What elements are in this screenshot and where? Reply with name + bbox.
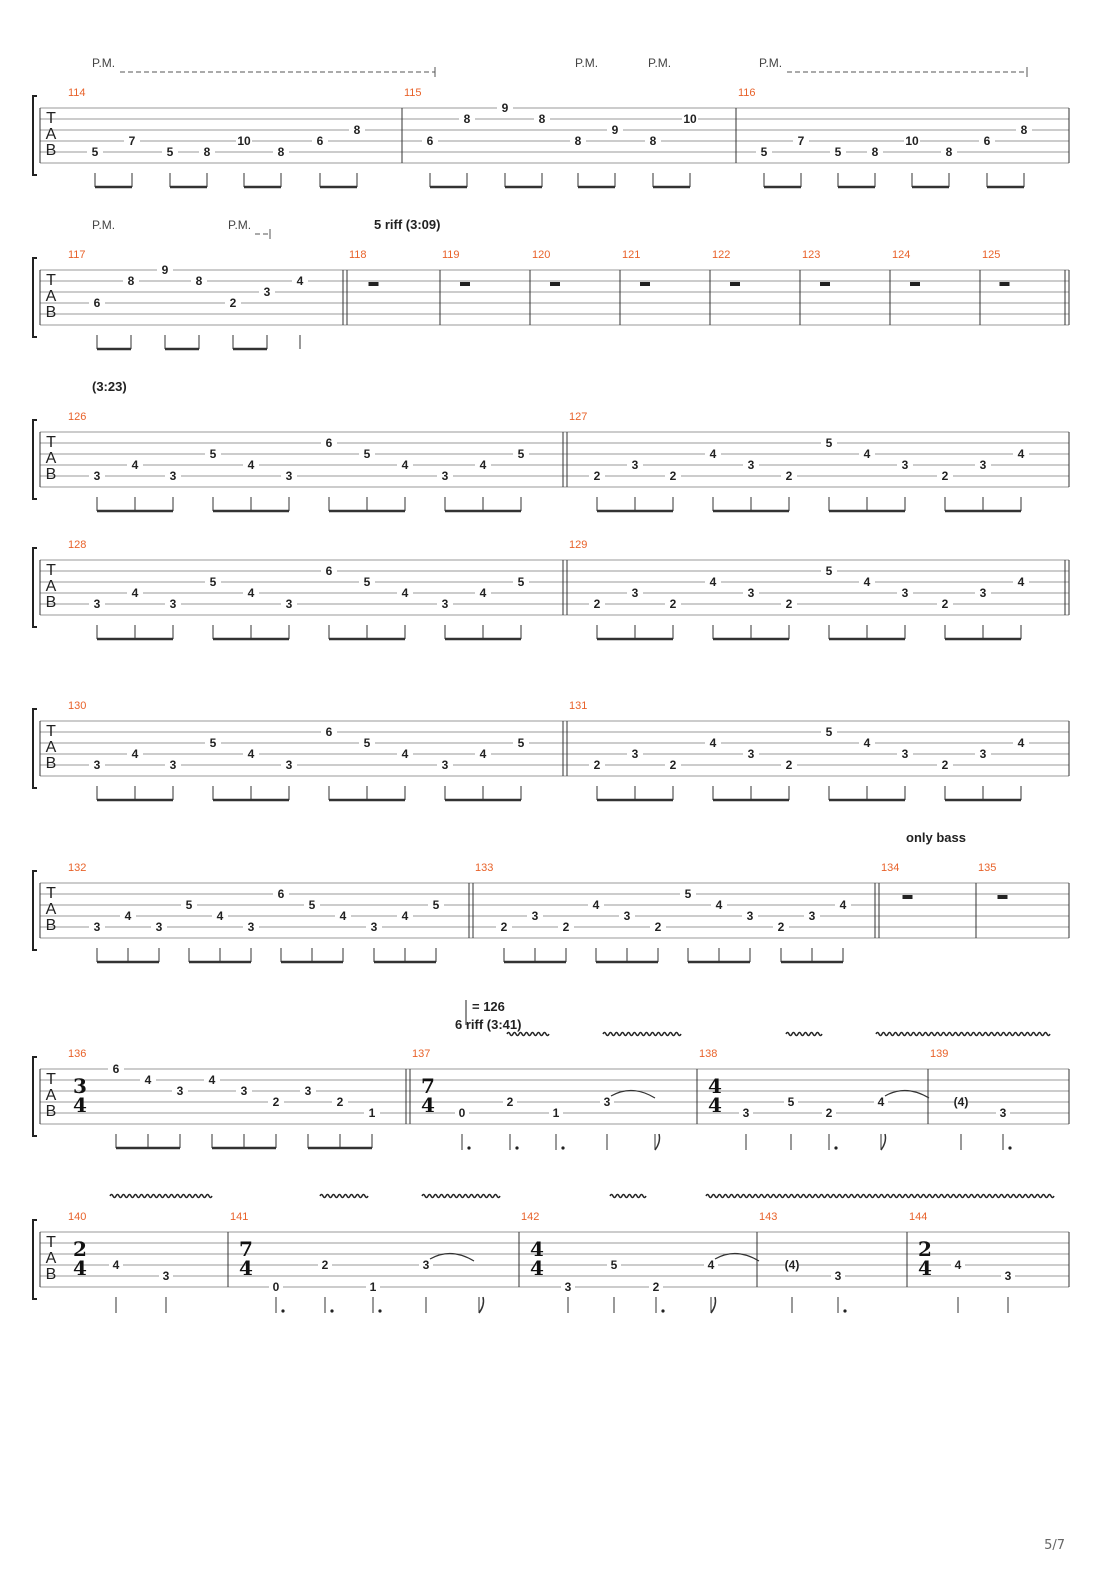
vibrato-line (603, 1033, 681, 1036)
fret-number: 3 (746, 909, 754, 923)
fret-number: 4 (709, 575, 717, 589)
tab-clef-letter: T (46, 1234, 56, 1251)
fret-number: 10 (683, 112, 697, 126)
rhythm-dot (843, 1309, 846, 1312)
rhythm-dot (1008, 1146, 1011, 1149)
fret-number: 2 (941, 469, 949, 483)
palm-mute-label: P.M. (648, 56, 672, 70)
fret-number: 4 (401, 909, 409, 923)
tab-clef-letter: A (45, 1087, 57, 1104)
fret-number: 4 (479, 747, 487, 761)
fret-number: 3 (747, 586, 755, 600)
fret-number: 3 (240, 1084, 248, 1098)
fret-number: 2 (785, 469, 793, 483)
whole-rest (460, 282, 470, 286)
fret-number: 5 (517, 447, 525, 461)
fret-number: 3 (603, 1095, 611, 1109)
fret-number: 2 (593, 758, 601, 772)
rhythm-dot (378, 1309, 381, 1312)
fret-number: 4 (1017, 447, 1025, 461)
fret-number: 2 (654, 920, 662, 934)
fret-number: 5 (825, 564, 833, 578)
fret-number: 3 (441, 469, 449, 483)
fret-number: 5 (185, 898, 193, 912)
fret-number: 6 (112, 1062, 120, 1076)
tab-clef-letter: B (45, 142, 57, 159)
tab-clef-letter: B (45, 755, 57, 772)
time-signature-top: 7 (421, 1074, 435, 1098)
fret-number: 5 (760, 145, 768, 159)
fret-number: (4) (784, 1258, 800, 1272)
fret-number: 4 (1017, 575, 1025, 589)
time-signature-bottom: 4 (918, 1256, 932, 1280)
whole-rest (550, 282, 560, 286)
fret-number: 10 (905, 134, 919, 148)
system-bracket (33, 709, 37, 788)
fret-number: 3 (285, 758, 293, 772)
tab-clef-letter: A (45, 126, 57, 143)
fret-number: 2 (506, 1095, 514, 1109)
fret-number: 3 (263, 285, 271, 299)
fret-number: 4 (592, 898, 600, 912)
fret-number: 2 (652, 1280, 660, 1294)
vibrato-line (422, 1195, 500, 1198)
vibrato-line (786, 1033, 822, 1036)
measure-number: 125 (982, 249, 1001, 261)
fret-number: 3 (93, 597, 101, 611)
fret-number: 3 (531, 909, 539, 923)
fret-number: 1 (368, 1106, 376, 1120)
fret-number: 5 (684, 887, 692, 901)
fret-number: 4 (1017, 736, 1025, 750)
fret-number: 6 (325, 436, 333, 450)
time-signature-top: 2 (73, 1237, 87, 1261)
fret-number: 3 (93, 920, 101, 934)
fret-number: 4 (124, 909, 132, 923)
measure-number: 135 (978, 862, 997, 874)
palm-mute-label: P.M. (228, 218, 252, 232)
palm-mute-label: P.M. (575, 56, 599, 70)
time-signature-bottom: 4 (421, 1093, 435, 1117)
fret-number: 4 (247, 747, 255, 761)
tab-clef-letter: T (46, 434, 56, 451)
fret-number: 8 (871, 145, 879, 159)
fret-number: 4 (247, 458, 255, 472)
palm-mute-label: P.M. (92, 56, 116, 70)
time-signature-top: 2 (918, 1237, 932, 1261)
fret-number: 2 (229, 296, 237, 310)
fret-number: 3 (631, 458, 639, 472)
whole-rest (640, 282, 650, 286)
measure-number: 127 (569, 411, 588, 423)
fret-number: 3 (979, 747, 987, 761)
measure-number: 143 (759, 1211, 778, 1223)
fret-number: 0 (272, 1280, 280, 1294)
fret-number: 4 (208, 1073, 216, 1087)
fret-number: 6 (277, 887, 285, 901)
section-label: 5 riff (3:09) (374, 217, 441, 232)
tab-clef-letter: T (46, 723, 56, 740)
fret-number: 5 (363, 736, 371, 750)
tab-clef-letter: B (45, 1266, 57, 1283)
fret-number: 4 (954, 1258, 962, 1272)
fret-number: 5 (209, 575, 217, 589)
fret-number: 4 (131, 586, 139, 600)
fret-number: 3 (169, 758, 177, 772)
fret-number: 3 (623, 909, 631, 923)
fret-number: 6 (983, 134, 991, 148)
measure-number: 141 (230, 1211, 249, 1223)
tab-clef-letter: T (46, 885, 56, 902)
measure-number: 126 (68, 411, 87, 423)
measure-number: 134 (881, 862, 900, 874)
note-flag (711, 1297, 716, 1313)
measure-number: 131 (569, 700, 588, 712)
measure-number: 114 (68, 87, 86, 99)
fret-number: 4 (296, 274, 304, 288)
fret-number: 3 (93, 758, 101, 772)
fret-number: 4 (709, 736, 717, 750)
system-bracket (33, 258, 37, 337)
fret-number: 4 (715, 898, 723, 912)
tempo-mark: = 126 (472, 999, 505, 1014)
vibrato-line (110, 1195, 212, 1198)
tie-arc (715, 1253, 759, 1261)
tie-arc (611, 1090, 655, 1098)
measure-number: 121 (622, 249, 641, 261)
fret-number: 3 (247, 920, 255, 934)
fret-number: 4 (247, 586, 255, 600)
fret-number: 4 (401, 586, 409, 600)
whole-rest (369, 282, 379, 286)
rhythm-dot (467, 1146, 470, 1149)
fret-number: 8 (353, 123, 361, 137)
tab-clef-letter: A (45, 450, 57, 467)
whole-rest (730, 282, 740, 286)
measure-number: 120 (532, 249, 551, 261)
fret-number: 4 (863, 736, 871, 750)
rhythm-dot (661, 1309, 664, 1312)
fret-number: 3 (808, 909, 816, 923)
fret-number: 6 (325, 564, 333, 578)
fret-number: 2 (336, 1095, 344, 1109)
note-flag (881, 1134, 886, 1150)
tie-arc (430, 1253, 474, 1261)
fret-number: 3 (162, 1269, 170, 1283)
fret-number: 7 (128, 134, 136, 148)
fret-number: 3 (999, 1106, 1007, 1120)
measure-number: 138 (699, 1048, 718, 1060)
fret-number: 6 (325, 725, 333, 739)
fret-number: 10 (237, 134, 251, 148)
measure-number: 139 (930, 1048, 949, 1060)
fret-number: 3 (285, 469, 293, 483)
fret-number: 2 (825, 1106, 833, 1120)
fret-number: 5 (825, 725, 833, 739)
fret-number: 2 (669, 758, 677, 772)
measure-number: 132 (68, 862, 87, 874)
fret-number: 3 (1004, 1269, 1012, 1283)
measure-number: 128 (68, 539, 87, 551)
fret-number: 6 (316, 134, 324, 148)
fret-number: 0 (458, 1106, 466, 1120)
measure-number: 140 (68, 1211, 87, 1223)
tab-clef-letter: A (45, 288, 57, 305)
fret-number: 1 (369, 1280, 377, 1294)
fret-number: 4 (863, 575, 871, 589)
fret-number: 8 (127, 274, 135, 288)
fret-number: 8 (538, 112, 546, 126)
fret-number: 2 (669, 597, 677, 611)
fret-number: 7 (797, 134, 805, 148)
fret-number: 3 (155, 920, 163, 934)
tab-clef-letter: T (46, 110, 56, 127)
fret-number: 2 (272, 1095, 280, 1109)
measure-number: 129 (569, 539, 588, 551)
fret-number: 3 (285, 597, 293, 611)
measure-number: 133 (475, 862, 494, 874)
fret-number: 3 (169, 597, 177, 611)
fret-number: 4 (401, 458, 409, 472)
fret-number: 6 (93, 296, 101, 310)
fret-number: 4 (131, 458, 139, 472)
whole-rest (998, 895, 1008, 899)
fret-number: 5 (825, 436, 833, 450)
tab-clef-letter: T (46, 562, 56, 579)
fret-number: 4 (401, 747, 409, 761)
fret-number: 8 (649, 134, 657, 148)
fret-number: 5 (517, 736, 525, 750)
system-bracket (33, 96, 37, 175)
fret-number: 8 (574, 134, 582, 148)
fret-number: 4 (863, 447, 871, 461)
fret-number: (4) (953, 1095, 969, 1109)
fret-number: 3 (747, 747, 755, 761)
fret-number: 4 (216, 909, 224, 923)
fret-number: 2 (321, 1258, 329, 1272)
tab-clef-letter: B (45, 1103, 57, 1120)
fret-number: 3 (747, 458, 755, 472)
system-bracket (33, 871, 37, 950)
tab-clef-letter: A (45, 739, 57, 756)
tab-clef-letter: A (45, 1250, 57, 1267)
fret-number: 4 (144, 1073, 152, 1087)
fret-number: 9 (501, 101, 509, 115)
fret-number: 4 (709, 447, 717, 461)
fret-number: 2 (941, 758, 949, 772)
fret-number: 3 (631, 586, 639, 600)
measure-number: 118 (349, 249, 367, 261)
tab-clef-letter: B (45, 594, 57, 611)
fret-number: 2 (785, 597, 793, 611)
fret-number: 2 (500, 920, 508, 934)
fret-number: 5 (610, 1258, 618, 1272)
whole-rest (1000, 282, 1010, 286)
fret-number: 5 (517, 575, 525, 589)
fret-number: 5 (834, 145, 842, 159)
fret-number: 1 (552, 1106, 560, 1120)
fret-number: 5 (308, 898, 316, 912)
measure-number: 124 (892, 249, 911, 261)
fret-number: 2 (669, 469, 677, 483)
time-signature-top: 3 (73, 1074, 87, 1098)
fret-number: 2 (941, 597, 949, 611)
fret-number: 3 (441, 597, 449, 611)
tab-clef-letter: A (45, 901, 57, 918)
section-label: (3:23) (92, 379, 127, 394)
tab-clef-letter: A (45, 578, 57, 595)
page-number: 5/7 (1044, 1538, 1065, 1553)
time-signature-top: 7 (239, 1237, 253, 1261)
palm-mute-label: P.M. (759, 56, 783, 70)
fret-number: 3 (176, 1084, 184, 1098)
tab-clef-letter: T (46, 1071, 56, 1088)
fret-number: 3 (901, 586, 909, 600)
system-bracket (33, 1220, 37, 1299)
rhythm-dot (561, 1146, 564, 1149)
fret-number: 8 (195, 274, 203, 288)
fret-number: 9 (611, 123, 619, 137)
fret-number: 6 (426, 134, 434, 148)
rhythm-dot (515, 1146, 518, 1149)
system-bracket (33, 548, 37, 627)
fret-number: 2 (785, 758, 793, 772)
measure-number: 142 (521, 1211, 540, 1223)
system-bracket (33, 1057, 37, 1136)
fret-number: 3 (979, 586, 987, 600)
fret-number: 3 (631, 747, 639, 761)
rhythm-dot (834, 1146, 837, 1149)
fret-number: 2 (562, 920, 570, 934)
vibrato-line (610, 1195, 646, 1198)
measure-number: 115 (404, 87, 422, 99)
tie-arc (885, 1090, 929, 1098)
fret-number: 4 (479, 458, 487, 472)
measure-number: 144 (909, 1211, 928, 1223)
fret-number: 9 (161, 263, 169, 277)
time-signature-top: 4 (708, 1074, 722, 1098)
fret-number: 4 (339, 909, 347, 923)
time-signature-bottom: 4 (73, 1093, 87, 1117)
rhythm-dot (281, 1309, 284, 1312)
time-signature-top: 4 (530, 1237, 544, 1261)
measure-number: 117 (68, 249, 86, 261)
fret-number: 8 (203, 145, 211, 159)
fret-number: 4 (707, 1258, 715, 1272)
fret-number: 2 (593, 469, 601, 483)
fret-number: 2 (593, 597, 601, 611)
section-label: only bass (906, 830, 966, 845)
measure-number: 119 (442, 249, 460, 261)
time-signature-bottom: 4 (239, 1256, 253, 1280)
fret-number: 5 (787, 1095, 795, 1109)
time-signature-bottom: 4 (530, 1256, 544, 1280)
time-signature-bottom: 4 (73, 1256, 87, 1280)
measure-number: 137 (412, 1048, 431, 1060)
fret-number: 8 (945, 145, 953, 159)
fret-number: 5 (363, 447, 371, 461)
fret-number: 4 (479, 586, 487, 600)
fret-number: 3 (901, 747, 909, 761)
vibrato-line (320, 1195, 368, 1198)
whole-rest (903, 895, 913, 899)
tab-clef-letter: T (46, 272, 56, 289)
measure-number: 130 (68, 700, 87, 712)
fret-number: 3 (441, 758, 449, 772)
fret-number: 4 (131, 747, 139, 761)
measure-number: 122 (712, 249, 731, 261)
fret-number: 8 (1020, 123, 1028, 137)
fret-number: 5 (363, 575, 371, 589)
fret-number: 3 (979, 458, 987, 472)
fret-number: 5 (432, 898, 440, 912)
fret-number: 4 (112, 1258, 120, 1272)
measure-number: 123 (802, 249, 821, 261)
fret-number: 3 (93, 469, 101, 483)
fret-number: 5 (209, 447, 217, 461)
fret-number: 3 (834, 1269, 842, 1283)
fret-number: 4 (839, 898, 847, 912)
tab-clef-letter: B (45, 304, 57, 321)
fret-number: 3 (169, 469, 177, 483)
fret-number: 5 (91, 145, 99, 159)
fret-number: 3 (370, 920, 378, 934)
fret-number: 3 (304, 1084, 312, 1098)
measure-number: 136 (68, 1048, 87, 1060)
palm-mute-label: P.M. (92, 218, 116, 232)
measure-number: 116 (738, 87, 756, 99)
time-signature-bottom: 4 (708, 1093, 722, 1117)
whole-rest (910, 282, 920, 286)
section-label: 6 riff (3:41) (455, 1017, 522, 1032)
fret-number: 4 (877, 1095, 885, 1109)
fret-number: 5 (209, 736, 217, 750)
note-flag (655, 1134, 660, 1150)
whole-rest (820, 282, 830, 286)
fret-number: 8 (277, 145, 285, 159)
vibrato-line (507, 1033, 549, 1036)
vibrato-line (706, 1195, 1054, 1198)
fret-number: 3 (422, 1258, 430, 1272)
fret-number: 2 (777, 920, 785, 934)
system-bracket (33, 420, 37, 499)
tab-clef-letter: B (45, 917, 57, 934)
fret-number: 3 (742, 1106, 750, 1120)
fret-number: 3 (564, 1280, 572, 1294)
vibrato-line (876, 1033, 1050, 1036)
fret-number: 8 (463, 112, 471, 126)
fret-number: 5 (166, 145, 174, 159)
rhythm-dot (330, 1309, 333, 1312)
fret-number: 3 (901, 458, 909, 472)
note-flag (479, 1297, 484, 1313)
tab-clef-letter: B (45, 466, 57, 483)
